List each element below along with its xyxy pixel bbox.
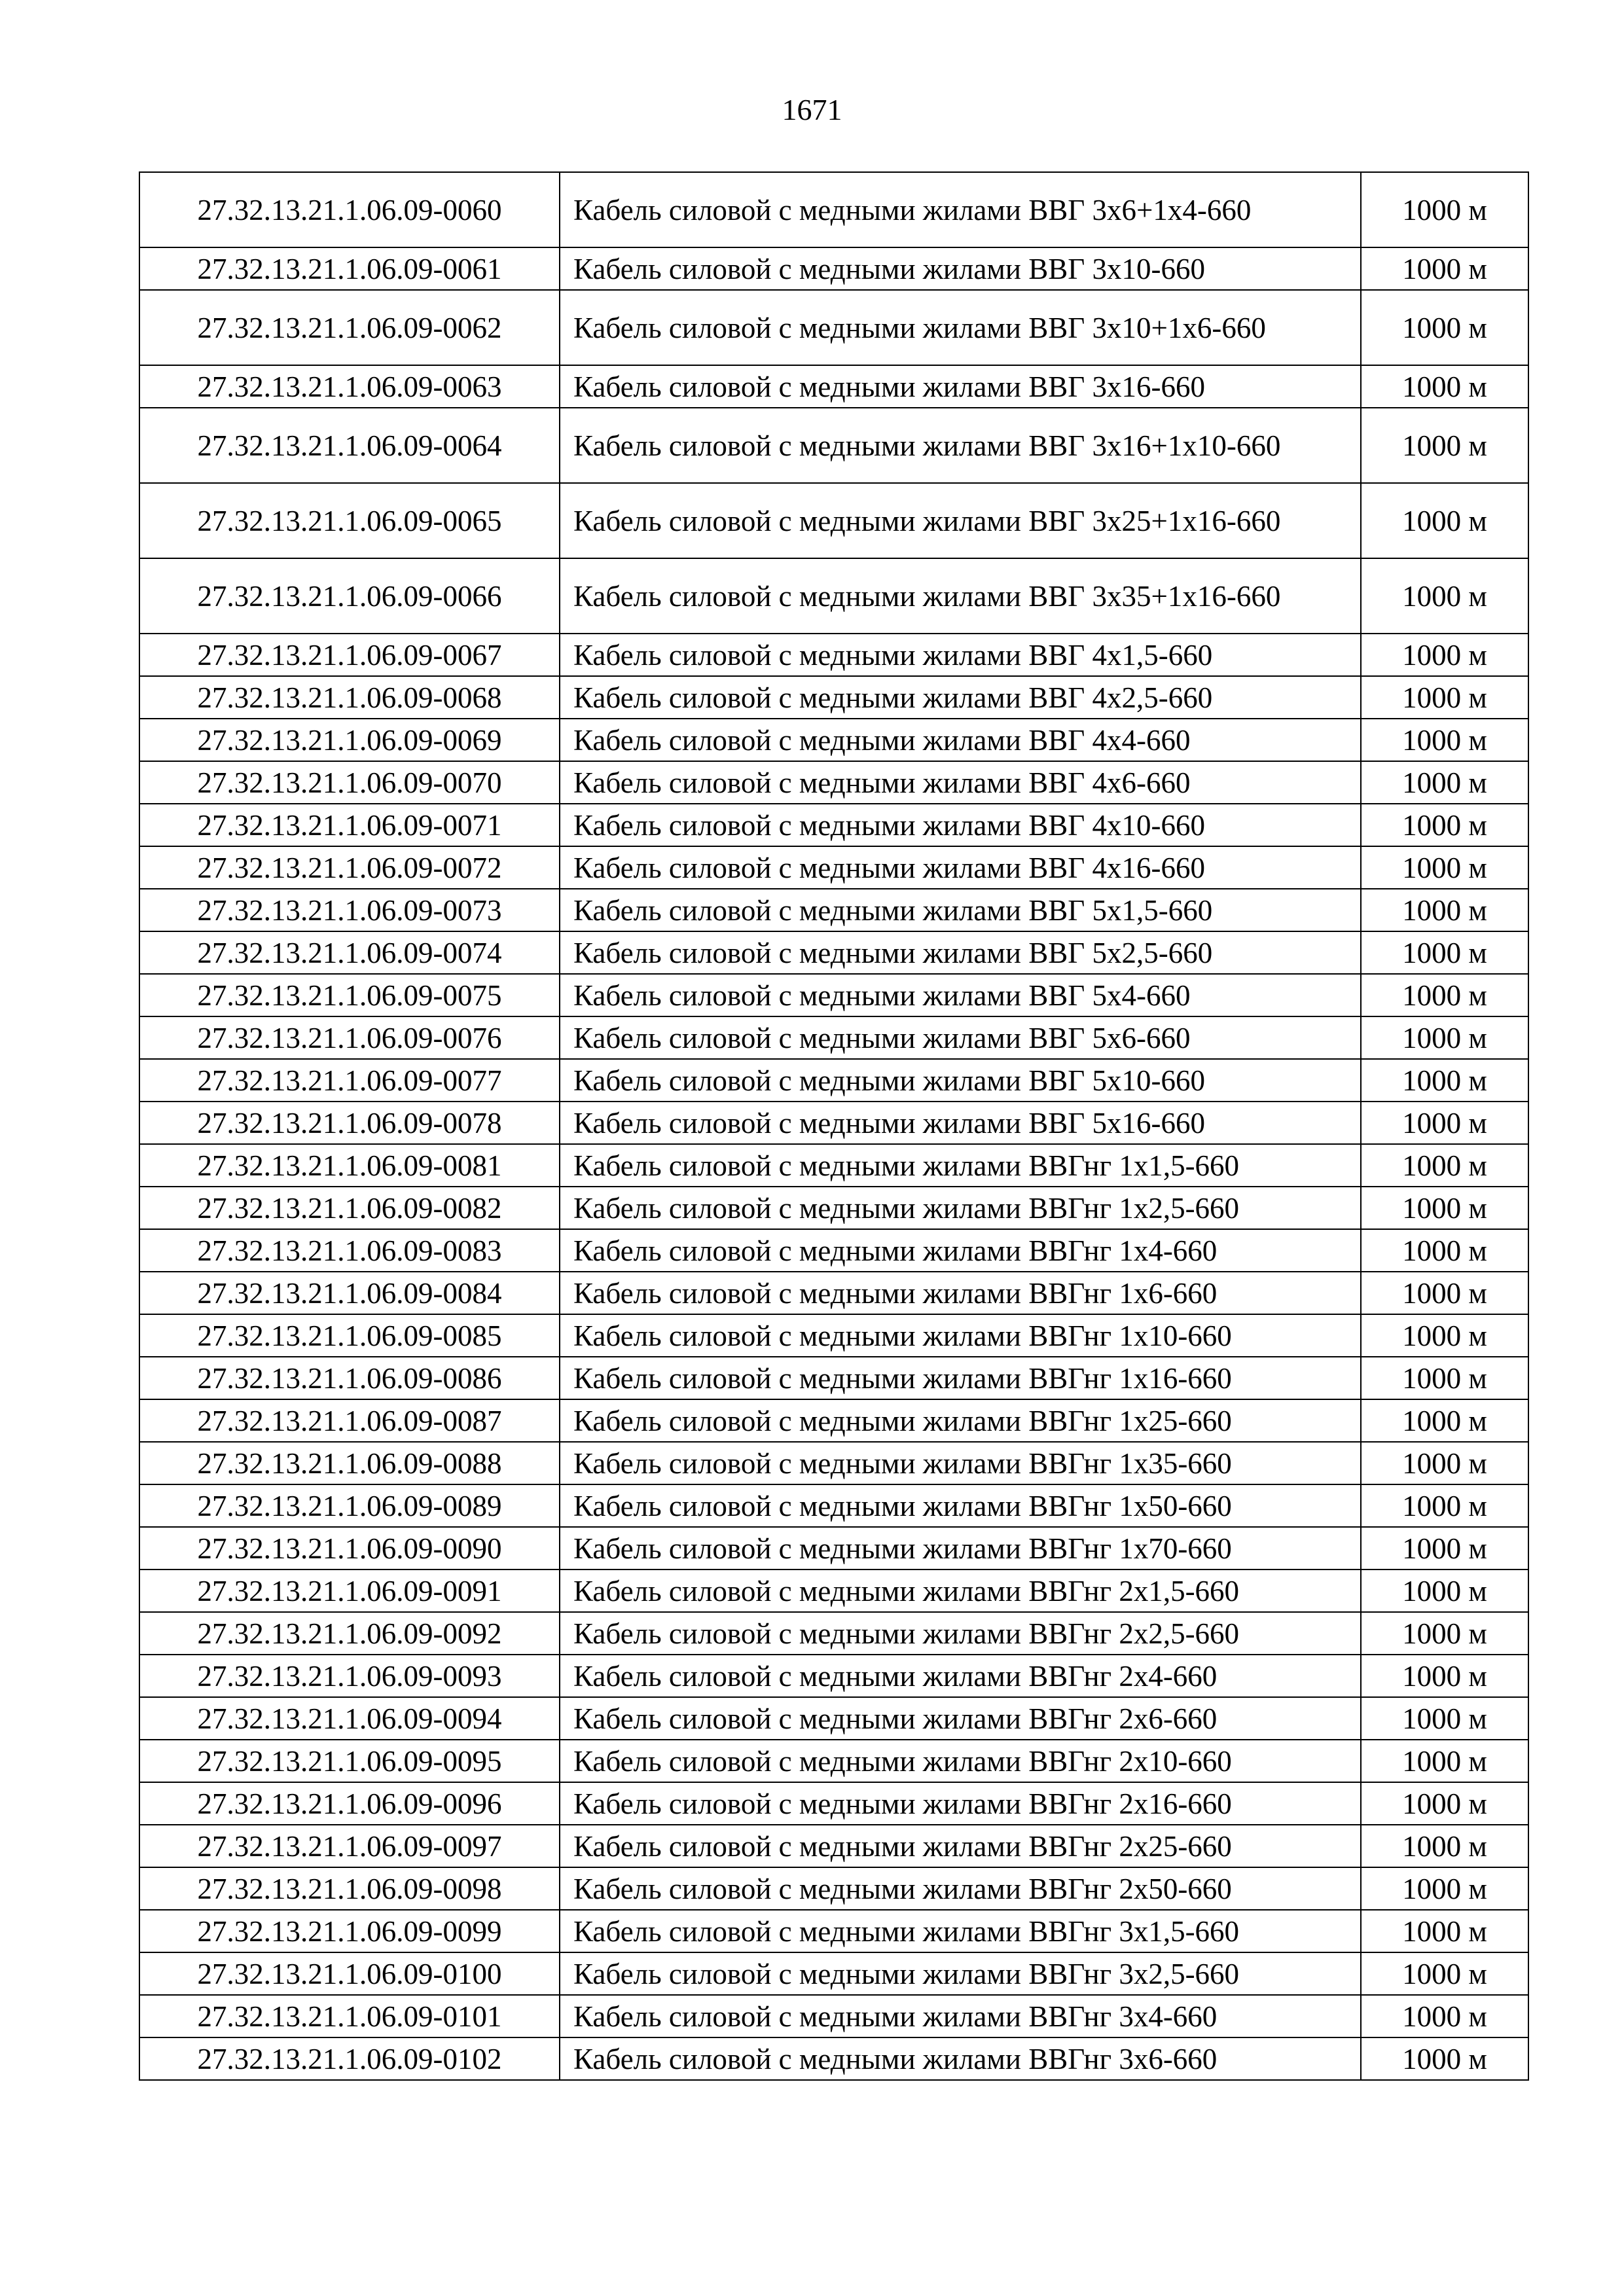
unit-cell: 1000 м (1361, 676, 1528, 719)
resource-name-cell: Кабель силовой с медными жилами ВВГнг 2х4-660 (560, 1655, 1361, 1697)
resource-code-cell: 27.32.13.21.1.06.09-0089 (139, 1484, 560, 1527)
resource-name-cell: Кабель силовой с медными жилами ВВГнг 3х6-660 (560, 2037, 1361, 2080)
unit-cell: 1000 м (1361, 1059, 1528, 1102)
unit-cell: 1000 м (1361, 931, 1528, 974)
resource-code-cell: 27.32.13.21.1.06.09-0062 (139, 290, 560, 365)
table-row (139, 1527, 1528, 1570)
unit-cell: 1000 м (1361, 1357, 1528, 1399)
unit-cell: 1000 м (1361, 2037, 1528, 2080)
unit-cell: 1000 м (1361, 1102, 1528, 1144)
resource-code-cell: 27.32.13.21.1.06.09-0093 (139, 1655, 560, 1697)
resource-code-cell: 27.32.13.21.1.06.09-0061 (139, 247, 560, 290)
table-row (139, 889, 1528, 931)
resource-code-cell: 27.32.13.21.1.06.09-0074 (139, 931, 560, 974)
resource-code-cell: 27.32.13.21.1.06.09-0087 (139, 1399, 560, 1442)
resource-name-cell: Кабель силовой с медными жилами ВВГнг 2х10-660 (560, 1740, 1361, 1782)
table-row (139, 290, 1528, 365)
table-row (139, 974, 1528, 1016)
resource-code-cell: 27.32.13.21.1.06.09-0102 (139, 2037, 560, 2080)
resource-name-cell: Кабель силовой с медными жилами ВВГнг 1х1,5-660 (560, 1144, 1361, 1187)
resource-name-cell: Кабель силовой с медными жилами ВВГ 4х4-660 (560, 719, 1361, 761)
unit-cell: 1000 м (1361, 1399, 1528, 1442)
resource-code-cell: 27.32.13.21.1.06.09-0069 (139, 719, 560, 761)
table-row (139, 931, 1528, 974)
table-row (139, 1102, 1528, 1144)
resource-name-cell: Кабель силовой с медными жилами ВВГ 3х16-660 (560, 365, 1361, 408)
resource-code-cell: 27.32.13.21.1.06.09-0097 (139, 1825, 560, 1867)
table-row (139, 483, 1528, 558)
resource-code-cell: 27.32.13.21.1.06.09-0098 (139, 1867, 560, 1910)
resource-code-cell: 27.32.13.21.1.06.09-0088 (139, 1442, 560, 1484)
table-row (139, 719, 1528, 761)
table-row (139, 558, 1528, 634)
table-body (139, 172, 1528, 2080)
resource-name-cell: Кабель силовой с медными жилами ВВГ 5х6-660 (560, 1016, 1361, 1059)
page-number: 1671 (782, 93, 842, 126)
table-row (139, 634, 1528, 676)
unit-cell: 1000 м (1361, 1272, 1528, 1314)
unit-cell: 1000 м (1361, 1782, 1528, 1825)
resource-name-cell: Кабель силовой с медными жилами ВВГнг 2х50-660 (560, 1867, 1361, 1910)
table-row (139, 804, 1528, 846)
resource-code-cell: 27.32.13.21.1.06.09-0086 (139, 1357, 560, 1399)
resource-code-cell: 27.32.13.21.1.06.09-0073 (139, 889, 560, 931)
resource-code-cell: 27.32.13.21.1.06.09-0090 (139, 1527, 560, 1570)
resource-code-cell: 27.32.13.21.1.06.09-0064 (139, 408, 560, 483)
resource-name-cell: Кабель силовой с медными жилами ВВГнг 3х1,5-660 (560, 1910, 1361, 1952)
unit-cell: 1000 м (1361, 1016, 1528, 1059)
table-row (139, 846, 1528, 889)
resource-name-cell: Кабель силовой с медными жилами ВВГнг 3х4-660 (560, 1995, 1361, 2037)
unit-cell: 1000 м (1361, 1187, 1528, 1229)
resource-name-cell: Кабель силовой с медными жилами ВВГ 4х6-660 (560, 761, 1361, 804)
table-row (139, 408, 1528, 483)
resource-code-cell: 27.32.13.21.1.06.09-0092 (139, 1612, 560, 1655)
resource-name-cell: Кабель силовой с медными жилами ВВГ 4х2,5-660 (560, 676, 1361, 719)
table-row (139, 1697, 1528, 1740)
table-row (139, 365, 1528, 408)
unit-cell: 1000 м (1361, 1229, 1528, 1272)
unit-cell: 1000 м (1361, 365, 1528, 408)
table-row (139, 1016, 1528, 1059)
unit-cell: 1000 м (1361, 247, 1528, 290)
unit-cell: 1000 м (1361, 290, 1528, 365)
table-row (139, 1995, 1528, 2037)
unit-cell: 1000 м (1361, 804, 1528, 846)
unit-cell: 1000 м (1361, 1442, 1528, 1484)
table-row (139, 1229, 1528, 1272)
resource-code-cell: 27.32.13.21.1.06.09-0100 (139, 1952, 560, 1995)
resource-code-cell: 27.32.13.21.1.06.09-0075 (139, 974, 560, 1016)
resource-name-cell: Кабель силовой с медными жилами ВВГ 3х10+1х6-660 (560, 290, 1361, 365)
resource-name-cell: Кабель силовой с медными жилами ВВГнг 2х25-660 (560, 1825, 1361, 1867)
resource-code-cell: 27.32.13.21.1.06.09-0099 (139, 1910, 560, 1952)
unit-cell: 1000 м (1361, 889, 1528, 931)
table-row (139, 1484, 1528, 1527)
resource-code-cell: 27.32.13.21.1.06.09-0082 (139, 1187, 560, 1229)
resource-name-cell: Кабель силовой с медными жилами ВВГнг 1х4-660 (560, 1229, 1361, 1272)
unit-cell: 1000 м (1361, 408, 1528, 483)
resource-code-cell: 27.32.13.21.1.06.09-0067 (139, 634, 560, 676)
table-row (139, 1740, 1528, 1782)
resource-name-cell: Кабель силовой с медными жилами ВВГ 5х1,5-660 (560, 889, 1361, 931)
table-row (139, 172, 1528, 247)
resource-name-cell: Кабель силовой с медными жилами ВВГ 3х35+1х16-660 (560, 558, 1361, 634)
unit-cell: 1000 м (1361, 1910, 1528, 1952)
unit-cell: 1000 м (1361, 483, 1528, 558)
resource-code-cell: 27.32.13.21.1.06.09-0091 (139, 1570, 560, 1612)
resource-name-cell: Кабель силовой с медными жилами ВВГнг 2х1,5-660 (560, 1570, 1361, 1612)
resource-code-cell: 27.32.13.21.1.06.09-0060 (139, 172, 560, 247)
unit-cell: 1000 м (1361, 1144, 1528, 1187)
unit-cell: 1000 м (1361, 761, 1528, 804)
resource-name-cell: Кабель силовой с медными жилами ВВГнг 1х6-660 (560, 1272, 1361, 1314)
unit-cell: 1000 м (1361, 634, 1528, 676)
resource-code-cell: 27.32.13.21.1.06.09-0094 (139, 1697, 560, 1740)
table-row (139, 1357, 1528, 1399)
table-row (139, 1187, 1528, 1229)
unit-cell: 1000 м (1361, 719, 1528, 761)
table-row (139, 2037, 1528, 2080)
resource-name-cell: Кабель силовой с медными жилами ВВГ 5х4-660 (560, 974, 1361, 1016)
resource-name-cell: Кабель силовой с медными жилами ВВГ 3х10-660 (560, 247, 1361, 290)
resource-code-cell: 27.32.13.21.1.06.09-0070 (139, 761, 560, 804)
resource-name-cell: Кабель силовой с медными жилами ВВГ 4х16-660 (560, 846, 1361, 889)
table-row (139, 1867, 1528, 1910)
resource-code-cell: 27.32.13.21.1.06.09-0083 (139, 1229, 560, 1272)
resource-name-cell: Кабель силовой с медными жилами ВВГнг 3х2,5-660 (560, 1952, 1361, 1995)
resource-name-cell: Кабель силовой с медными жилами ВВГ 5х2,5-660 (560, 931, 1361, 974)
table-row (139, 1910, 1528, 1952)
resource-name-cell: Кабель силовой с медными жилами ВВГ 4х1,5-660 (560, 634, 1361, 676)
resource-name-cell: Кабель силовой с медными жилами ВВГ 3х25+1х16-660 (560, 483, 1361, 558)
resource-name-cell: Кабель силовой с медными жилами ВВГ 3х16+1х10-660 (560, 408, 1361, 483)
unit-cell: 1000 м (1361, 172, 1528, 247)
resource-code-cell: 27.32.13.21.1.06.09-0085 (139, 1314, 560, 1357)
unit-cell: 1000 м (1361, 1612, 1528, 1655)
table-row (139, 676, 1528, 719)
unit-cell: 1000 м (1361, 1314, 1528, 1357)
resource-code-cell: 27.32.13.21.1.06.09-0068 (139, 676, 560, 719)
resource-name-cell: Кабель силовой с медными жилами ВВГнг 1х10-660 (560, 1314, 1361, 1357)
table-row (139, 1314, 1528, 1357)
resource-code-cell: 27.32.13.21.1.06.09-0078 (139, 1102, 560, 1144)
resource-code-cell: 27.32.13.21.1.06.09-0077 (139, 1059, 560, 1102)
unit-cell: 1000 м (1361, 1740, 1528, 1782)
resource-code-cell: 27.32.13.21.1.06.09-0084 (139, 1272, 560, 1314)
resource-code-cell: 27.32.13.21.1.06.09-0072 (139, 846, 560, 889)
resource-name-cell: Кабель силовой с медными жилами ВВГнг 1х2,5-660 (560, 1187, 1361, 1229)
resource-name-cell: Кабель силовой с медными жилами ВВГ 3х6+1х4-660 (560, 172, 1361, 247)
table-row (139, 1825, 1528, 1867)
unit-cell: 1000 м (1361, 974, 1528, 1016)
resource-name-cell: Кабель силовой с медными жилами ВВГнг 1х50-660 (560, 1484, 1361, 1527)
resource-name-cell: Кабель силовой с медными жилами ВВГнг 2х16-660 (560, 1782, 1361, 1825)
resource-name-cell: Кабель силовой с медными жилами ВВГнг 1х70-660 (560, 1527, 1361, 1570)
unit-cell: 1000 м (1361, 558, 1528, 634)
table-row (139, 247, 1528, 290)
resource-code-cell: 27.32.13.21.1.06.09-0066 (139, 558, 560, 634)
resource-name-cell: Кабель силовой с медными жилами ВВГнг 1х25-660 (560, 1399, 1361, 1442)
resource-code-cell: 27.32.13.21.1.06.09-0081 (139, 1144, 560, 1187)
resource-code-cell: 27.32.13.21.1.06.09-0063 (139, 365, 560, 408)
table-row (139, 1399, 1528, 1442)
resource-code-cell: 27.32.13.21.1.06.09-0076 (139, 1016, 560, 1059)
table-row (139, 1272, 1528, 1314)
table-row (139, 1612, 1528, 1655)
resource-code-cell: 27.32.13.21.1.06.09-0096 (139, 1782, 560, 1825)
resource-name-cell: Кабель силовой с медными жилами ВВГ 4х10-660 (560, 804, 1361, 846)
unit-cell: 1000 м (1361, 1867, 1528, 1910)
resource-name-cell: Кабель силовой с медными жилами ВВГнг 2х2,5-660 (560, 1612, 1361, 1655)
table-row (139, 1570, 1528, 1612)
resource-name-cell: Кабель силовой с медными жилами ВВГнг 1х16-660 (560, 1357, 1361, 1399)
table-row (139, 1442, 1528, 1484)
table-row (139, 1782, 1528, 1825)
unit-cell: 1000 м (1361, 1484, 1528, 1527)
unit-cell: 1000 м (1361, 1952, 1528, 1995)
table-row (139, 1952, 1528, 1995)
table-row (139, 1655, 1528, 1697)
resource-code-cell: 27.32.13.21.1.06.09-0101 (139, 1995, 560, 2037)
table-row (139, 1144, 1528, 1187)
unit-cell: 1000 м (1361, 1655, 1528, 1697)
resource-name-cell: Кабель силовой с медными жилами ВВГнг 1х35-660 (560, 1442, 1361, 1484)
resource-name-cell: Кабель силовой с медными жилами ВВГ 5х10-660 (560, 1059, 1361, 1102)
resource-code-cell: 27.32.13.21.1.06.09-0065 (139, 483, 560, 558)
unit-cell: 1000 м (1361, 1527, 1528, 1570)
unit-cell: 1000 м (1361, 1570, 1528, 1612)
unit-cell: 1000 м (1361, 846, 1528, 889)
table-row (139, 761, 1528, 804)
table-row (139, 1059, 1528, 1102)
unit-cell: 1000 м (1361, 1697, 1528, 1740)
resource-code-cell: 27.32.13.21.1.06.09-0095 (139, 1740, 560, 1782)
resource-name-cell: Кабель силовой с медными жилами ВВГ 5х16-660 (560, 1102, 1361, 1144)
resource-code-cell: 27.32.13.21.1.06.09-0071 (139, 804, 560, 846)
unit-cell: 1000 м (1361, 1995, 1528, 2037)
resource-name-cell: Кабель силовой с медными жилами ВВГнг 2х6-660 (560, 1697, 1361, 1740)
cable-catalog-table (139, 171, 1529, 2081)
unit-cell: 1000 м (1361, 1825, 1528, 1867)
